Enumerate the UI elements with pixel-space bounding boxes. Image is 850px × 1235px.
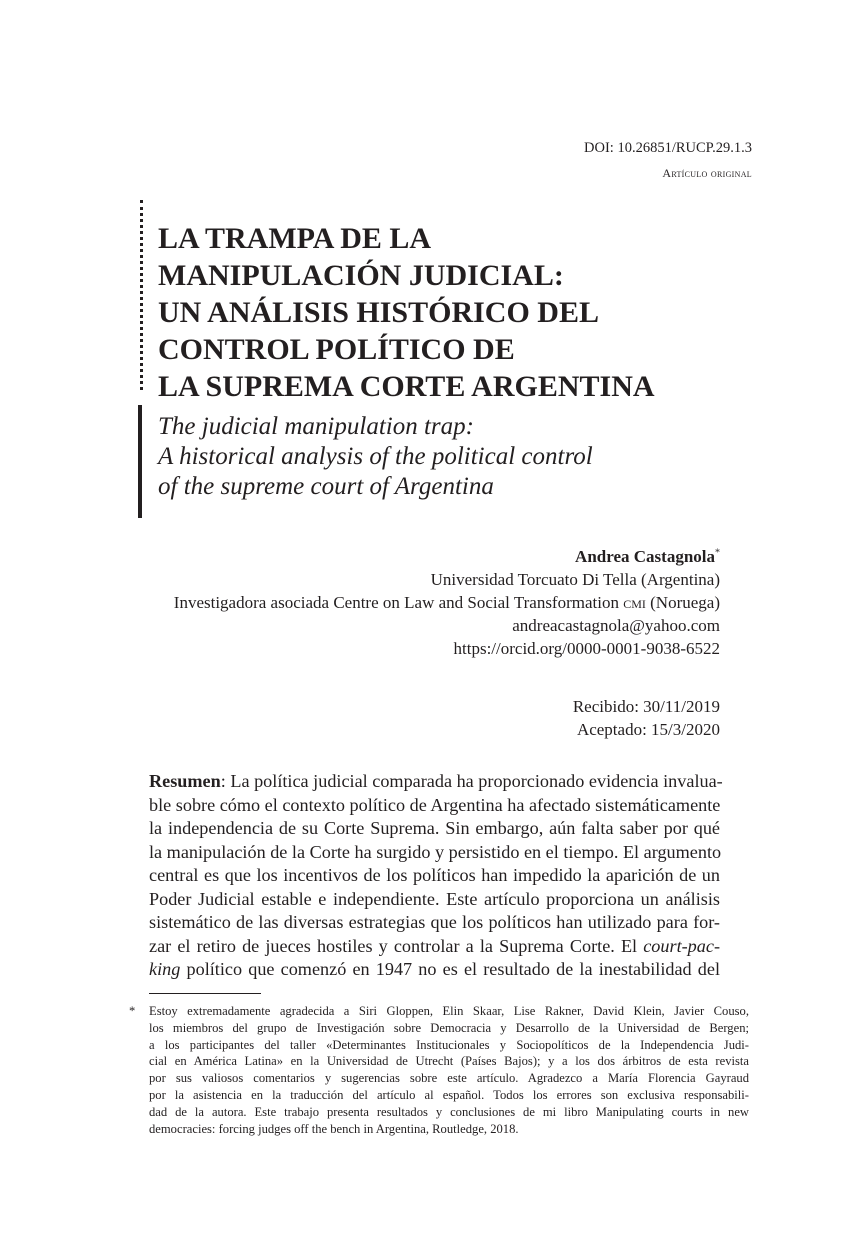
footnote-body bbox=[149, 1003, 749, 1137]
subtitle-line: A historical analysis of the political control bbox=[158, 443, 593, 470]
footnote-line: Estoy extremadamente agradecida a Siri Gloppen, Elin Skaar, Lise Rakner, David Klein, Javier Couso, bbox=[149, 1004, 749, 1018]
footnote-line: por la asistencia en la traducción del artículo al español. Todos los errores son exclusiva responsabili- bbox=[149, 1087, 749, 1102]
abstract-label: Resumen bbox=[149, 771, 221, 791]
english-title bbox=[158, 412, 718, 502]
subtitle-rule bbox=[138, 405, 142, 518]
abstract-line: la independencia de su Corte Suprema. Sin embargo, aún falta saber por qué bbox=[149, 818, 720, 838]
footnote-line: a los participantes del taller «Determinantes Institucionales y Sociopolíticos de la Independencia Judi- bbox=[149, 1037, 749, 1052]
footnote-marker[interactable]: * bbox=[715, 547, 720, 559]
article-type: Artículo original bbox=[662, 166, 752, 180]
author-orcid[interactable]: https://orcid.org/0000-0001-9038-6522 bbox=[453, 639, 720, 658]
abstract-line: ble sobre cómo el contexto político de Argentina ha afectado sistemáticamente bbox=[149, 794, 721, 815]
abstract-line: zar el retiro de jueces hostiles y controlar a la Suprema Corte. El court-pac- bbox=[149, 935, 720, 956]
footnote-line: dad de la autora. Este trabajo presenta resultados y conclusiones de mi libro Manipulating courts in new bbox=[149, 1104, 749, 1119]
author-block bbox=[100, 545, 720, 660]
footnote-rule bbox=[149, 993, 261, 994]
received-date: Recibido: 30/11/2019 bbox=[572, 697, 720, 716]
article-title bbox=[158, 220, 718, 405]
footnote-line: los miembros del grupo de Investigación sobre Democracia y Desarrollo de la Universidad de Bergen; bbox=[149, 1020, 749, 1035]
doi: DOI: 10.26851/RUCP.29.1.3 bbox=[584, 140, 752, 156]
author-name: Andrea Castagnola* bbox=[575, 547, 720, 566]
abstract-line: la manipulación de la Corte ha surgido y persistido en el tiempo. El argumento bbox=[149, 841, 722, 862]
abstract-line: Poder Judicial estable e independiente. Este artículo proporciona un análisis bbox=[149, 888, 720, 909]
author-affiliation-2: Investigadora asociada Centre on Law and Social Transformation cmi (Noruega) bbox=[173, 593, 720, 612]
accepted-date: Aceptado: 15/3/2020 bbox=[576, 720, 720, 739]
abstract-line: sistemático de las diversas estrategias que los políticos han utilizado para for- bbox=[149, 912, 720, 932]
title-line: UN ANÁLISIS HISTÓRICO DEL bbox=[158, 296, 599, 329]
abstract-line: Resumen: La política judicial comparada ha proporcionado evidencia invalua- bbox=[149, 771, 723, 791]
title-line: MANIPULACIÓN JUDICIAL: bbox=[158, 259, 564, 292]
footnote-line: democracies: forcing judges off the bench in Argentina, Routledge, 2018. bbox=[149, 1121, 519, 1136]
author-affiliation-1: Universidad Torcuato Di Tella (Argentina) bbox=[430, 570, 720, 589]
title-line: LA TRAMPA DE LA bbox=[158, 222, 432, 255]
footnote-line: cial en América Latina» en la Universidad de Utrecht (Países Bajos); y a los dos árbitros de esta revista bbox=[149, 1054, 749, 1069]
subtitle-line: The judicial manipulation trap: bbox=[158, 413, 474, 440]
title-line: CONTROL POLÍTICO DE bbox=[158, 333, 515, 366]
abstract-line: king político que comenzó en 1947 no es el resultado de la inestabilidad del bbox=[149, 959, 721, 979]
subtitle-line: of the supreme court of Argentina bbox=[158, 473, 494, 500]
abstract bbox=[149, 770, 723, 982]
title-dotted-rule bbox=[140, 200, 143, 390]
dates-block bbox=[420, 695, 720, 741]
title-line: LA SUPREMA CORTE ARGENTINA bbox=[158, 370, 655, 403]
author-email[interactable]: andreacastagnola@yahoo.com bbox=[512, 616, 720, 635]
footnote-line: por sus valiosos comentarios y sugerencias sobre este artículo. Agradezco a María Florencia Gayraud bbox=[149, 1071, 749, 1086]
abstract-line: central es que los incentivos de los políticos han impedido la aparición de un bbox=[149, 865, 720, 885]
footnote-mark: * bbox=[129, 1004, 136, 1018]
